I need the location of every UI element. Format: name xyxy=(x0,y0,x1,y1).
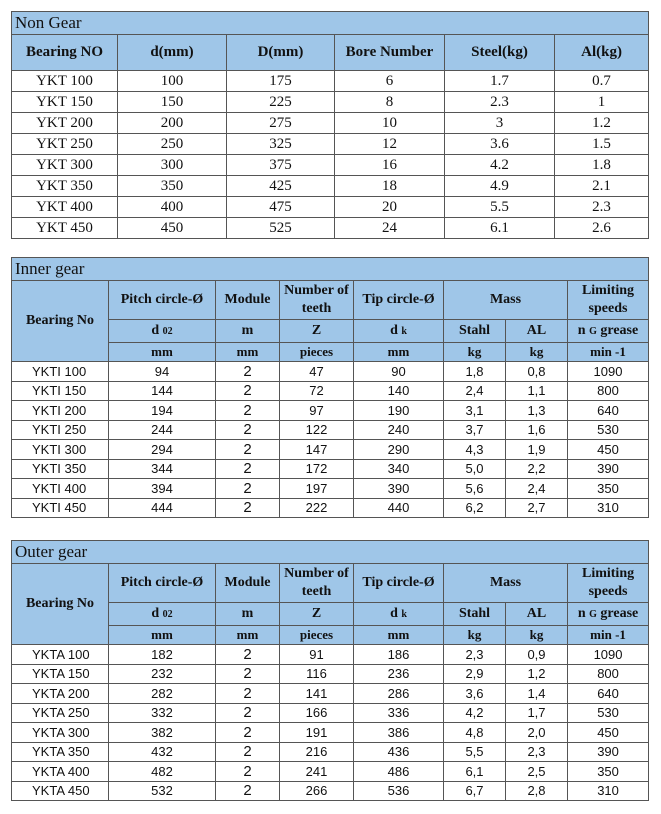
table-cell: 222 xyxy=(280,498,354,518)
table-cell: 4,8 xyxy=(444,723,506,743)
table-cell: 536 xyxy=(354,781,444,801)
table-cell: 2,4 xyxy=(444,381,506,401)
non-gear-title-row xyxy=(12,12,649,35)
table-cell: 525 xyxy=(227,218,335,239)
table-row xyxy=(12,381,649,401)
z-header: Z xyxy=(280,603,354,626)
table-cell: 275 xyxy=(227,113,335,134)
bearing-cell: YKTI 250 xyxy=(12,420,109,440)
bearing-cell: YKTI 150 xyxy=(12,381,109,401)
table-cell: 444 xyxy=(109,498,216,518)
table-cell: 6,7 xyxy=(444,781,506,801)
table-cell: 4.9 xyxy=(445,176,555,197)
mass-header: Mass xyxy=(444,564,568,603)
inner-gear-title: Inner gear xyxy=(12,258,649,281)
al-header: AL xyxy=(506,320,568,343)
table-cell: 6,2 xyxy=(444,498,506,518)
table-cell: 532 xyxy=(109,781,216,801)
inner-gear-body xyxy=(12,362,649,518)
table-cell: 90 xyxy=(354,362,444,382)
outer-gear-title-row xyxy=(12,541,649,564)
table-cell: 2.1 xyxy=(555,176,649,197)
table-cell: 6.1 xyxy=(445,218,555,239)
ng-rest: grease xyxy=(596,322,639,338)
table-cell: 530 xyxy=(568,703,649,723)
table-cell: 2 xyxy=(216,479,280,499)
table-cell: 2,9 xyxy=(444,664,506,684)
table-cell: 482 xyxy=(109,762,216,782)
table-cell: 2.3 xyxy=(445,92,555,113)
table-cell: 2 xyxy=(216,381,280,401)
bearing-cell: YKTA 250 xyxy=(12,703,109,723)
table-cell: 1.7 xyxy=(445,71,555,92)
table-row xyxy=(12,362,649,382)
pitch-circle-header: Pitch circle-Ø xyxy=(109,564,216,603)
teeth-header: Number of teeth xyxy=(280,281,354,320)
table-cell: 2 xyxy=(216,420,280,440)
table-cell: 0.7 xyxy=(555,71,649,92)
bearing-cell: YKTI 300 xyxy=(12,440,109,460)
table-cell: 436 xyxy=(354,742,444,762)
table-row xyxy=(12,218,649,239)
table-row xyxy=(12,479,649,499)
non-gear-title: Non Gear xyxy=(12,12,649,35)
table-cell: 486 xyxy=(354,762,444,782)
table-cell: 325 xyxy=(227,134,335,155)
module-header: Module xyxy=(216,281,280,320)
table-cell: 640 xyxy=(568,684,649,704)
table-cell: 350 xyxy=(568,479,649,499)
bearing-cell: YKT 150 xyxy=(12,92,118,113)
table-cell: 2 xyxy=(216,645,280,665)
bearing-cell: YKTI 400 xyxy=(12,479,109,499)
table-cell: 3,1 xyxy=(444,401,506,421)
bearing-cell: YKT 100 xyxy=(12,71,118,92)
bearing-cell: YKTA 400 xyxy=(12,762,109,782)
dk-sub: k xyxy=(401,325,407,337)
table-cell: 166 xyxy=(280,703,354,723)
ng-main: n xyxy=(577,322,586,338)
inner-gear-table xyxy=(11,257,649,518)
table-cell: 182 xyxy=(109,645,216,665)
table-cell: 240 xyxy=(354,420,444,440)
table-cell: 390 xyxy=(354,479,444,499)
table-cell: 390 xyxy=(568,742,649,762)
table-cell: 450 xyxy=(118,218,227,239)
table-cell: 2 xyxy=(216,440,280,460)
table-cell: 1,6 xyxy=(506,420,568,440)
d02-header xyxy=(109,603,216,626)
table-cell: 94 xyxy=(109,362,216,382)
table-cell: 475 xyxy=(227,197,335,218)
table-row xyxy=(12,498,649,518)
unit-mm: mm xyxy=(216,626,280,645)
table-cell: 450 xyxy=(568,723,649,743)
table-cell: 5.5 xyxy=(445,197,555,218)
table-cell: 225 xyxy=(227,92,335,113)
bearing-cell: YKTI 200 xyxy=(12,401,109,421)
table-cell: 350 xyxy=(568,762,649,782)
table-cell: 440 xyxy=(354,498,444,518)
table-cell: 336 xyxy=(354,703,444,723)
table-cell: 294 xyxy=(109,440,216,460)
table-row xyxy=(12,684,649,704)
table-cell: 332 xyxy=(109,703,216,723)
table-cell: 3,6 xyxy=(444,684,506,704)
dk-header xyxy=(354,320,444,343)
unit-pieces: pieces xyxy=(280,343,354,362)
table-cell: 236 xyxy=(354,664,444,684)
d02-header xyxy=(109,320,216,343)
dk-header xyxy=(354,603,444,626)
non-gear-header-row xyxy=(12,35,649,71)
table-cell: 197 xyxy=(280,479,354,499)
table-row xyxy=(12,401,649,421)
table-cell: 194 xyxy=(109,401,216,421)
table-cell: 1,4 xyxy=(506,684,568,704)
tip-circle-header: Tip circle-Ø xyxy=(354,281,444,320)
table-cell: 4,3 xyxy=(444,440,506,460)
pitch-circle-header: Pitch circle-Ø xyxy=(109,281,216,320)
table-cell: 800 xyxy=(568,664,649,684)
table-cell: 1 xyxy=(555,92,649,113)
table-cell: 122 xyxy=(280,420,354,440)
table-cell: 1090 xyxy=(568,645,649,665)
table-cell: 16 xyxy=(335,155,445,176)
table-row xyxy=(12,723,649,743)
unit-min: min -1 xyxy=(568,626,649,645)
table-cell: 250 xyxy=(118,134,227,155)
table-cell: 3.6 xyxy=(445,134,555,155)
table-cell: 91 xyxy=(280,645,354,665)
table-cell: 2 xyxy=(216,664,280,684)
unit-min: min -1 xyxy=(568,343,649,362)
unit-kg: kg xyxy=(506,343,568,362)
table-row xyxy=(12,781,649,801)
unit-kg: kg xyxy=(444,626,506,645)
unit-kg: kg xyxy=(506,626,568,645)
table-cell: 1.8 xyxy=(555,155,649,176)
unit-mm: mm xyxy=(354,626,444,645)
module-header: Module xyxy=(216,564,280,603)
table-cell: 344 xyxy=(109,459,216,479)
table-cell: 5,6 xyxy=(444,479,506,499)
stahl-header: Stahl xyxy=(444,603,506,626)
table-cell: 100 xyxy=(118,71,227,92)
table-cell: 175 xyxy=(227,71,335,92)
table-cell: 2 xyxy=(216,498,280,518)
col-header: d(mm) xyxy=(118,35,227,71)
table-cell: 4.2 xyxy=(445,155,555,176)
tip-circle-header: Tip circle-Ø xyxy=(354,564,444,603)
m-header: m xyxy=(216,603,280,626)
table-cell: 5,5 xyxy=(444,742,506,762)
ng-sub: G xyxy=(589,325,597,337)
table-cell: 390 xyxy=(568,459,649,479)
table-cell: 191 xyxy=(280,723,354,743)
table-cell: 144 xyxy=(109,381,216,401)
unit-mm: mm xyxy=(109,626,216,645)
table-cell: 1,3 xyxy=(506,401,568,421)
bearing-cell: YKTI 100 xyxy=(12,362,109,382)
table-cell: 2 xyxy=(216,762,280,782)
bearing-no-header: Bearing No xyxy=(12,281,109,362)
ng-sub: G xyxy=(589,608,597,620)
table-row xyxy=(12,645,649,665)
bearing-cell: YKTI 450 xyxy=(12,498,109,518)
table-cell: 350 xyxy=(118,176,227,197)
table-row xyxy=(12,664,649,684)
table-cell: 5,0 xyxy=(444,459,506,479)
table-cell: 310 xyxy=(568,781,649,801)
table-cell: 190 xyxy=(354,401,444,421)
d02-main: d xyxy=(151,322,160,338)
table-cell: 340 xyxy=(354,459,444,479)
table-cell: 2 xyxy=(216,401,280,421)
table-row xyxy=(12,155,649,176)
table-cell: 0,9 xyxy=(506,645,568,665)
mass-header: Mass xyxy=(444,281,568,320)
table-cell: 147 xyxy=(280,440,354,460)
ng-main: n xyxy=(577,605,586,621)
table-cell: 640 xyxy=(568,401,649,421)
dk-main: d xyxy=(390,605,398,621)
table-cell: 2,7 xyxy=(506,498,568,518)
table-cell: 3 xyxy=(445,113,555,134)
bearing-cell: YKT 400 xyxy=(12,197,118,218)
bearing-cell: YKT 200 xyxy=(12,113,118,134)
table-cell: 2,0 xyxy=(506,723,568,743)
table-cell: 1,1 xyxy=(506,381,568,401)
dk-main: d xyxy=(390,322,398,338)
table-cell: 2 xyxy=(216,723,280,743)
limiting-speeds-header: Limiting speeds xyxy=(568,281,649,320)
table-cell: 172 xyxy=(280,459,354,479)
table-row xyxy=(12,459,649,479)
table-row xyxy=(12,703,649,723)
table-cell: 2,3 xyxy=(506,742,568,762)
unit-pieces: pieces xyxy=(280,626,354,645)
table-cell: 2.3 xyxy=(555,197,649,218)
table-cell: 8 xyxy=(335,92,445,113)
d02-sub: 02 xyxy=(162,608,173,620)
table-cell: 450 xyxy=(568,440,649,460)
table-cell: 10 xyxy=(335,113,445,134)
table-cell: 2,5 xyxy=(506,762,568,782)
d02-sub: 02 xyxy=(162,325,173,337)
table-cell: 2 xyxy=(216,362,280,382)
table-cell: 286 xyxy=(354,684,444,704)
table-cell: 186 xyxy=(354,645,444,665)
table-cell: 1.2 xyxy=(555,113,649,134)
table-cell: 266 xyxy=(280,781,354,801)
table-cell: 282 xyxy=(109,684,216,704)
bearing-cell: YKT 250 xyxy=(12,134,118,155)
col-header: D(mm) xyxy=(227,35,335,71)
col-header: Steel(kg) xyxy=(445,35,555,71)
bearing-cell: YKT 450 xyxy=(12,218,118,239)
table-row xyxy=(12,92,649,113)
table-cell: 20 xyxy=(335,197,445,218)
table-cell: 47 xyxy=(280,362,354,382)
table-cell: 6 xyxy=(335,71,445,92)
table-cell: 1,7 xyxy=(506,703,568,723)
bearing-no-header: Bearing No xyxy=(12,564,109,645)
table-row xyxy=(12,742,649,762)
table-row xyxy=(12,71,649,92)
table-cell: 2 xyxy=(216,742,280,762)
table-cell: 244 xyxy=(109,420,216,440)
bearing-cell: YKTA 350 xyxy=(12,742,109,762)
bearing-cell: YKT 350 xyxy=(12,176,118,197)
table-cell: 432 xyxy=(109,742,216,762)
table-cell: 140 xyxy=(354,381,444,401)
unit-mm: mm xyxy=(354,343,444,362)
table-cell: 394 xyxy=(109,479,216,499)
table-cell: 375 xyxy=(227,155,335,176)
table-cell: 382 xyxy=(109,723,216,743)
stahl-header: Stahl xyxy=(444,320,506,343)
bearing-cell: YKTA 450 xyxy=(12,781,109,801)
table-cell: 200 xyxy=(118,113,227,134)
outer-gear-body xyxy=(12,645,649,801)
table-cell: 232 xyxy=(109,664,216,684)
d02-main: d xyxy=(151,605,160,621)
table-cell: 2 xyxy=(216,703,280,723)
table-cell: 2 xyxy=(216,684,280,704)
bearing-cell: YKTA 200 xyxy=(12,684,109,704)
table-cell: 2,8 xyxy=(506,781,568,801)
table-cell: 290 xyxy=(354,440,444,460)
z-header: Z xyxy=(280,320,354,343)
table-cell: 18 xyxy=(335,176,445,197)
col-header: Bearing NO xyxy=(12,35,118,71)
table-cell: 2,2 xyxy=(506,459,568,479)
table-row xyxy=(12,176,649,197)
table-cell: 72 xyxy=(280,381,354,401)
table-cell: 0,8 xyxy=(506,362,568,382)
table-row xyxy=(12,440,649,460)
limiting-speeds-header: Limiting speeds xyxy=(568,564,649,603)
m-header: m xyxy=(216,320,280,343)
teeth-header: Number of teeth xyxy=(280,564,354,603)
non-gear-table xyxy=(11,11,649,239)
table-cell: 800 xyxy=(568,381,649,401)
table-cell: 2,3 xyxy=(444,645,506,665)
table-cell: 3,7 xyxy=(444,420,506,440)
bearing-cell: YKTA 100 xyxy=(12,645,109,665)
table-cell: 400 xyxy=(118,197,227,218)
bearing-cell: YKTA 300 xyxy=(12,723,109,743)
table-row xyxy=(12,762,649,782)
col-header: Bore Number xyxy=(335,35,445,71)
table-cell: 1,9 xyxy=(506,440,568,460)
table-cell: 216 xyxy=(280,742,354,762)
table-cell: 6,1 xyxy=(444,762,506,782)
table-row xyxy=(12,134,649,155)
table-cell: 116 xyxy=(280,664,354,684)
ng-header xyxy=(568,320,649,343)
table-cell: 97 xyxy=(280,401,354,421)
col-header: Al(kg) xyxy=(555,35,649,71)
inner-gear-title-row xyxy=(12,258,649,281)
table-cell: 2 xyxy=(216,781,280,801)
table-cell: 2.6 xyxy=(555,218,649,239)
table-cell: 425 xyxy=(227,176,335,197)
table-cell: 241 xyxy=(280,762,354,782)
table-cell: 2 xyxy=(216,459,280,479)
table-cell: 4,2 xyxy=(444,703,506,723)
table-cell: 386 xyxy=(354,723,444,743)
unit-kg: kg xyxy=(444,343,506,362)
bearing-cell: YKT 300 xyxy=(12,155,118,176)
unit-mm: mm xyxy=(216,343,280,362)
table-cell: 1090 xyxy=(568,362,649,382)
table-cell: 12 xyxy=(335,134,445,155)
table-cell: 1.5 xyxy=(555,134,649,155)
non-gear-body xyxy=(12,71,649,239)
table-cell: 310 xyxy=(568,498,649,518)
ng-rest: grease xyxy=(596,605,639,621)
table-cell: 150 xyxy=(118,92,227,113)
table-cell: 141 xyxy=(280,684,354,704)
table-cell: 24 xyxy=(335,218,445,239)
table-row xyxy=(12,113,649,134)
table-cell: 1,8 xyxy=(444,362,506,382)
ng-header xyxy=(568,603,649,626)
outer-gear-title: Outer gear xyxy=(12,541,649,564)
al-header: AL xyxy=(506,603,568,626)
table-cell: 1,2 xyxy=(506,664,568,684)
table-cell: 300 xyxy=(118,155,227,176)
table-cell: 530 xyxy=(568,420,649,440)
outer-gear-table xyxy=(11,540,649,801)
bearing-cell: YKTA 150 xyxy=(12,664,109,684)
unit-mm: mm xyxy=(109,343,216,362)
table-cell: 2,4 xyxy=(506,479,568,499)
table-row xyxy=(12,197,649,218)
table-row xyxy=(12,420,649,440)
bearing-cell: YKTI 350 xyxy=(12,459,109,479)
dk-sub: k xyxy=(401,608,407,620)
